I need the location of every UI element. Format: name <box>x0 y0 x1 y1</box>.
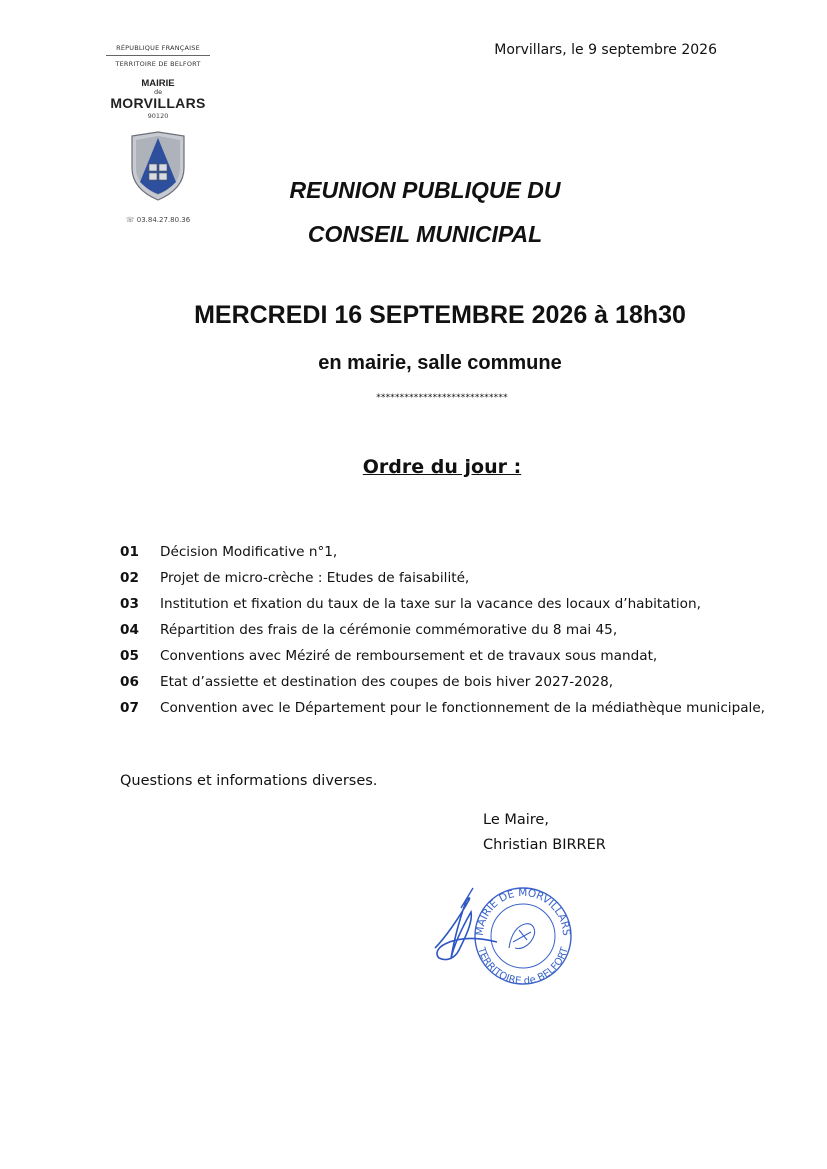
agenda-item-text: Décision Modificative n°1, <box>160 544 338 560</box>
agenda-item-number: 03 <box>120 596 139 612</box>
letterhead-phone: ☏ 03.84.27.80.36 <box>125 216 191 224</box>
agenda-item <box>120 695 770 721</box>
letterhead-de: de <box>153 88 163 96</box>
agenda-item <box>120 669 770 695</box>
title-line-2: CONSEIL MUNICIPAL <box>307 221 543 247</box>
venue: en mairie, salle commune <box>318 352 562 374</box>
agenda-title: Ordre du jour : <box>362 456 522 478</box>
signature-block <box>483 808 606 858</box>
stamp-bottom-text: TERRITOIRE de BELFORT <box>475 946 571 988</box>
agenda-item-number: 02 <box>120 570 139 586</box>
agenda-item <box>120 643 770 669</box>
date-line: Morvillars, le 9 septembre 2026 <box>494 42 717 58</box>
agenda-item-text: Institution et fixation du taux de la taxe sur la vacance des locaux d’habitation, <box>160 596 701 612</box>
agenda-item <box>120 617 770 643</box>
agenda-item-text: Projet de micro-crèche : Etudes de faisabilité, <box>160 570 470 586</box>
letterhead-divider <box>106 55 210 56</box>
svg-text:MAIRIE DE MORVILLARS <box>474 887 572 937</box>
agenda-item <box>120 565 770 591</box>
letterhead-country: RÉPUBLIQUE FRANÇAISE <box>116 44 200 52</box>
svg-text:TERRITOIRE de BELFORT <box>475 945 571 987</box>
separator: **************************** <box>376 393 508 403</box>
letterhead-territory: TERRITOIRE DE BELFORT <box>115 60 201 68</box>
agenda-item <box>120 591 770 617</box>
meeting-date: MERCREDI 16 SEPTEMBRE 2026 à 18h30 <box>194 301 686 329</box>
agenda-item-number: 04 <box>120 622 139 638</box>
questions-line: Questions et informations diverses. <box>120 773 378 789</box>
official-stamp-icon <box>425 878 585 988</box>
agenda-item <box>120 539 770 565</box>
letterhead-town: MORVILLARS <box>110 95 206 111</box>
coat-of-arms-icon <box>128 130 188 202</box>
agenda-item-number: 01 <box>120 544 139 560</box>
letterhead-mairie: MAIRIE <box>141 78 175 89</box>
stamp-top-text: MAIRIE DE MORVILLARS <box>473 886 573 937</box>
agenda-item-text: Conventions avec Méziré de remboursement et de travaux sous mandat, <box>160 648 658 664</box>
title-line-1: REUNION PUBLIQUE DU <box>289 177 561 203</box>
letterhead-postal-code: 90120 <box>147 112 169 120</box>
agenda-item-number: 07 <box>120 700 139 716</box>
agenda-item-text: Etat d’assiette et destination des coupes de bois hiver 2027-2028, <box>160 674 614 690</box>
agenda-item-number: 06 <box>120 674 139 690</box>
agenda-list <box>120 539 770 721</box>
agenda-item-text: Convention avec le Département pour le fonctionnement de la médiathèque municipale, <box>160 700 766 716</box>
agenda-item-text: Répartition des frais de la cérémonie commémorative du 8 mai 45, <box>160 622 618 638</box>
signature-name: Christian BIRRER <box>483 837 606 853</box>
agenda-item-number: 05 <box>120 648 139 664</box>
signature-title: Le Maire, <box>483 812 549 828</box>
